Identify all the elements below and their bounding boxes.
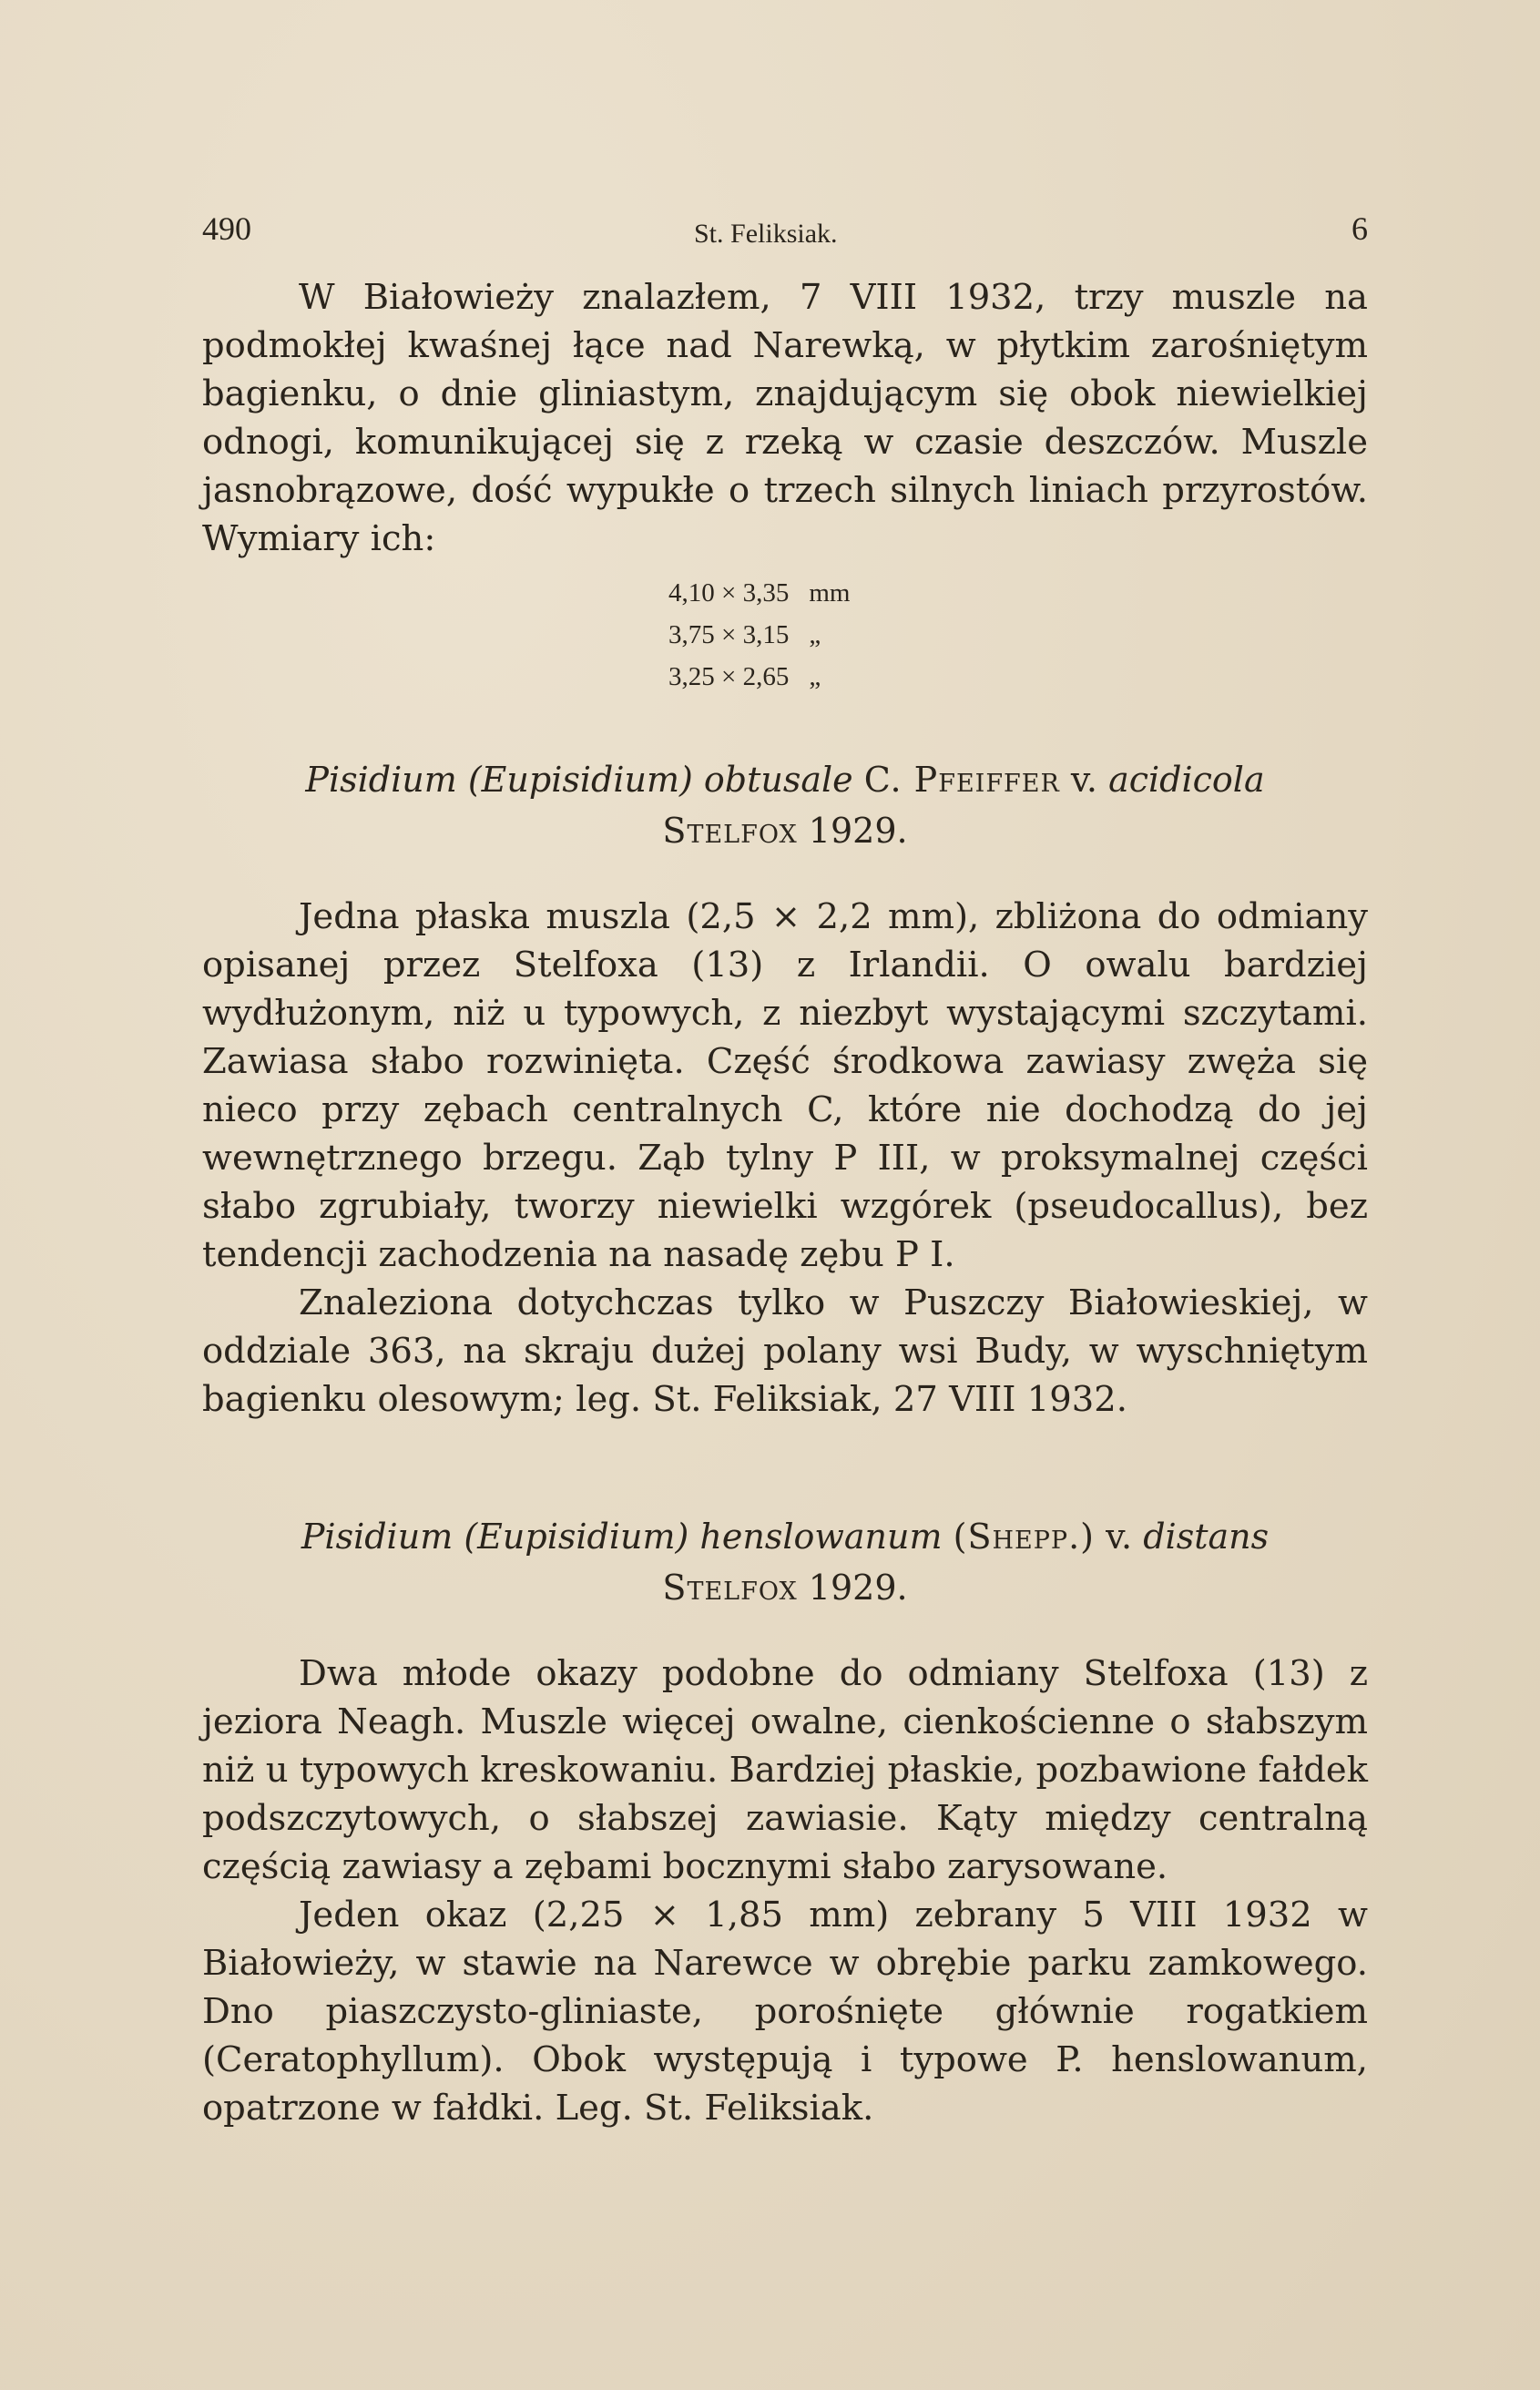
measurement-row: 4,10 × 3,35 mm <box>668 578 851 608</box>
page-number-left: 490 <box>202 210 251 247</box>
measurement-row: 3,25 × 2,65 „ <box>668 662 821 691</box>
paragraph-bialowieza: W Białowieży znalazłem, 7 VIII 1932, trzy muszle na podmokłej kwaśnej łące nad Narewką, w płytkim zarośniętym bagienku, o dnie gliniastym, znajdującym się obok niewielkiej odnogi, komunikującej się z rzeką w czasie deszczów. Muszle jasnobrązowe, dość wypukłe o trzech silnych liniach przyrostów. Wymiary ich: <box>202 277 1368 559</box>
page-number-right: 6 <box>1351 210 1368 247</box>
running-head <box>202 209 1368 273</box>
paragraph-henslowanum-description: Dwa młode okazy podobne do odmiany Stelfoxa (13) z jeziora Neagh. Muszle więcej owalne, cienkościenne o słabszym niż u typowych kreskowaniu. Bardziej płaskie, pozbawione fałdek podszczytowych, o słabszej zawiasie. Kąty między centralną częścią zawiasy a zębami bocznymi słabo zarysowane. <box>202 1653 1368 1887</box>
species-heading-henslowanum: Pisidium (Eupisidium) henslowanum (Shepp.) v. distans Stelfox 1929. <box>301 1517 1270 1608</box>
measurement-row: 3,75 × 3,15 „ <box>668 620 821 649</box>
paragraph-obtusale-description: Jedna płaska muszla (2,5 × 2,2 mm), zbliżona do odmiany opisanej przez Stelfoxa (13) z Irlandii. O owalu bardziej wydłużonym, niż u typowych, z niezbyt wystającymi szczytami. Zawiasa słabo rozwinięta. Część środkowa zawiasy zwęża się nieco przy zębach centralnych C, które nie dochodzą do jej wewnętrznego brzegu. Ząb tylny P III, w proksymalnej części słabo zgrubiały, tworzy niewielki wzgórek (pseudocallus), bez tendencji zachodzenia na nasadę zębu P I. <box>202 896 1368 1275</box>
paragraph-obtusale-locality: Znaleziona dotychczas tylko w Puszczy Białowieskiej, w oddziale 363, na skraju dużej polany wsi Budy, w wyschniętym bagienku olesowym; leg. St. Feliksiak, 27 VIII 1932. <box>202 1282 1368 1420</box>
species-heading-obtusale: Pisidium (Eupisidium) obtusale C. Pfeiffer v. acidicola Stelfox 1929. <box>305 760 1265 851</box>
page <box>202 209 1368 2132</box>
running-head-author: St. Feliksiak. <box>694 219 838 249</box>
measurements-list <box>668 572 1368 698</box>
paragraph-henslowanum-locality: Jeden okaz (2,25 × 1,85 mm) zebrany 5 VIII 1932 w Białowieży, w stawie na Narewce w obrębie parku zamkowego. Dno piaszczysto-gliniaste, porośnięte głównie rogatkiem (Ceratophyllum). Obok występują i typowe P. henslowanum, opatrzone w fałdki. Leg. St. Feliksiak. <box>202 1895 1368 2129</box>
